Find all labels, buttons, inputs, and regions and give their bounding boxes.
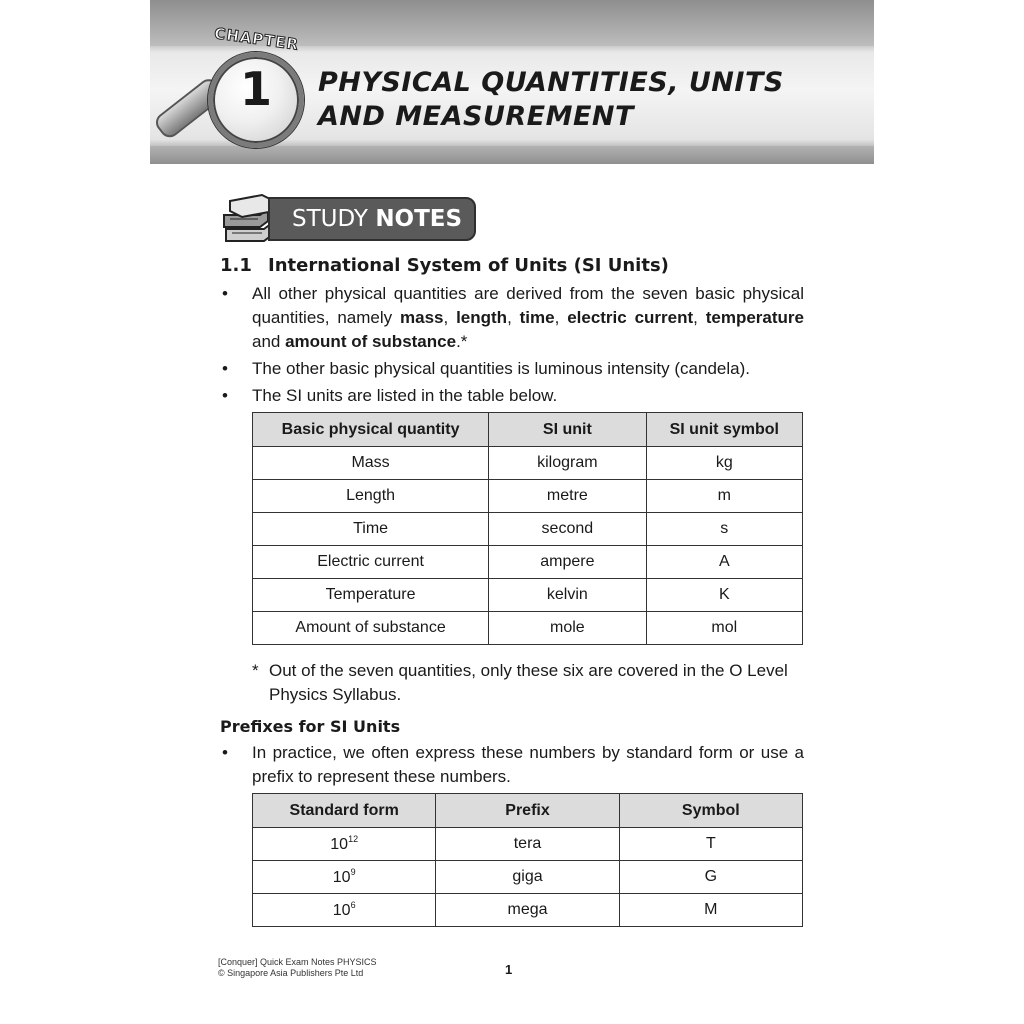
notes-word: NOTES <box>375 206 463 232</box>
footnote-asterisk: * <box>252 661 259 680</box>
table-header-cell: Basic physical quantity <box>253 413 489 447</box>
table-cell: A <box>646 546 802 579</box>
table-header-cell: SI unit symbol <box>646 413 802 447</box>
table-cell: m <box>646 480 802 513</box>
table-header-cell: Standard form <box>253 794 436 828</box>
banner-bottom-band <box>150 146 874 164</box>
table-row <box>253 894 803 927</box>
table-header-row <box>253 413 803 447</box>
table-cell: ampere <box>489 546 646 579</box>
table-cell: $10^6$ <box>253 894 436 927</box>
chapter-banner <box>150 0 874 164</box>
table-row <box>253 579 803 612</box>
table-cell: giga <box>436 861 619 894</box>
prefix-table <box>252 793 803 927</box>
page-number: 1 <box>505 962 513 977</box>
study-word: STUDY <box>292 206 368 232</box>
bullet-text: All other physical quantities are derived from the seven basic physical quantities, namely mass, length, time, electric current, temperature and amount of substance.* <box>252 284 804 351</box>
bullet-dot-icon: • <box>222 743 228 762</box>
bullet-text: In practice, we often express these numbers by standard form or use a prefix to represent these numbers. <box>252 743 804 786</box>
table-cell: mol <box>646 612 802 645</box>
chapter-title-line-2: AND MEASUREMENT <box>318 101 634 132</box>
table-row <box>253 513 803 546</box>
table-row <box>253 828 803 861</box>
section-heading <box>220 255 820 276</box>
table-cell: Length <box>253 480 489 513</box>
chapter-label: CHAPTER <box>213 24 301 54</box>
table-row <box>253 861 803 894</box>
table-cell: mole <box>489 612 646 645</box>
footer-credits <box>218 957 377 979</box>
footer-copyright: © Singapore Asia Publishers Pte Ltd <box>218 968 364 978</box>
prefixes-heading: Prefixes for SI Units <box>220 717 401 736</box>
table-cell: G <box>619 861 802 894</box>
table-row <box>253 612 803 645</box>
table-cell: kelvin <box>489 579 646 612</box>
table-cell: s <box>646 513 802 546</box>
table-row <box>253 480 803 513</box>
table-cell: kg <box>646 447 802 480</box>
section-number: 1.1 <box>220 255 252 276</box>
study-notes-label <box>268 197 476 241</box>
table-cell: metre <box>489 480 646 513</box>
bullet-text: The SI units are listed in the table below. <box>252 386 558 405</box>
table-cell: $10^9$ <box>253 861 436 894</box>
footnote-text: Out of the seven quantities, only these six are covered in the O Level Physics Syllabus. <box>269 661 788 704</box>
table-row <box>253 546 803 579</box>
table-header-cell: Symbol <box>619 794 802 828</box>
chapter-number: 1 <box>239 62 272 116</box>
table-header-cell: Prefix <box>436 794 619 828</box>
table-cell: Mass <box>253 447 489 480</box>
table-cell: second <box>489 513 646 546</box>
table-row <box>253 447 803 480</box>
table-cell: M <box>619 894 802 927</box>
table-header-row <box>253 794 803 828</box>
table-cell: $10^{12}$ <box>253 828 436 861</box>
table-cell: Electric current <box>253 546 489 579</box>
table-cell: kilogram <box>489 447 646 480</box>
table-cell: Amount of substance <box>253 612 489 645</box>
chapter-title <box>318 66 858 134</box>
table-cell: Temperature <box>253 579 489 612</box>
bullet-text: The other basic physical quantities is luminous intensity (candela). <box>252 359 750 378</box>
table-cell: tera <box>436 828 619 861</box>
table-cell: K <box>646 579 802 612</box>
bullet-dot-icon: • <box>222 359 228 378</box>
bullet-dot-icon: • <box>222 386 228 405</box>
bullet-dot-icon: • <box>222 284 228 303</box>
study-notes-badge <box>220 187 463 247</box>
section-title: International System of Units (SI Units) <box>268 255 669 276</box>
table-cell: Time <box>253 513 489 546</box>
footer-book-title: [Conquer] Quick Exam Notes PHYSICS <box>218 957 377 967</box>
table-cell: T <box>619 828 802 861</box>
table-header-cell: SI unit <box>489 413 646 447</box>
table-cell: mega <box>436 894 619 927</box>
chapter-title-line-1: PHYSICAL QUANTITIES, UNITS <box>318 67 784 98</box>
si-units-table <box>252 412 803 645</box>
